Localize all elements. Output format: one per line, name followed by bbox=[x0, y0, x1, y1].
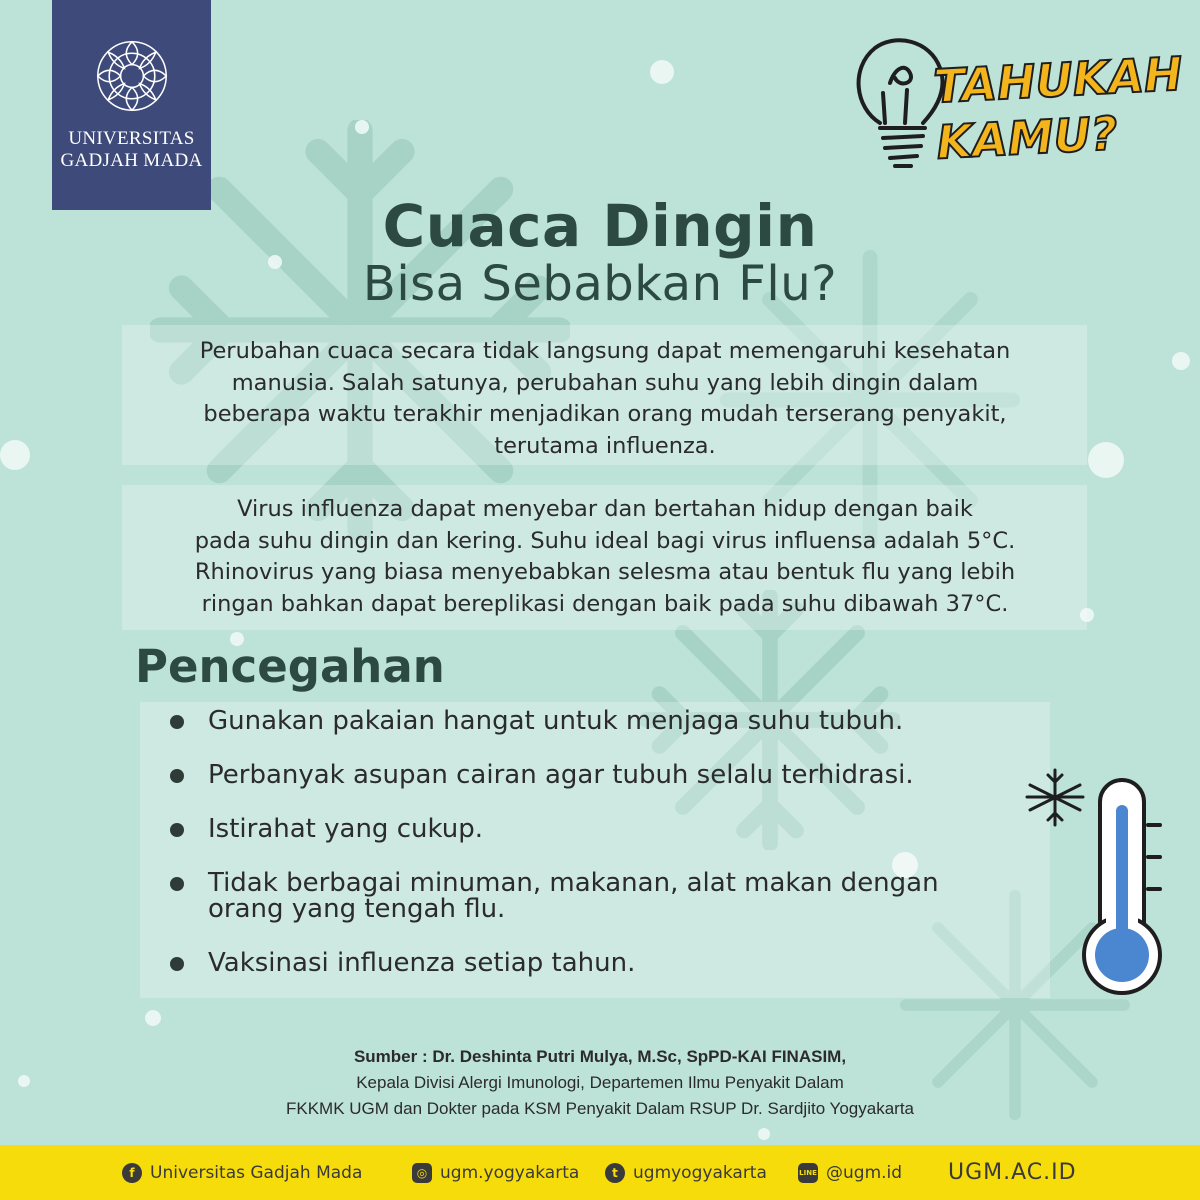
paragraph1-line: Perubahan cuaca secara tidak langsung dapat memengaruhi kesehatan bbox=[199, 338, 1011, 364]
list-item-text: Gunakan pakaian hangat untuk menjaga suhu tubuh. bbox=[208, 706, 904, 736]
paragraph1-line: terutama influenza. bbox=[494, 432, 716, 459]
footer-instagram[interactable] bbox=[412, 1145, 579, 1200]
paragraph1-line: manusia. Salah satunya, perubahan suhu yang lebih dingin dalam bbox=[231, 369, 979, 396]
ugm-name-line2: GADJAH MADA bbox=[60, 150, 203, 171]
list-item-text: Perbanyak asupan cairan agar tubuh selalu terhidrasi. bbox=[208, 760, 914, 790]
list-item bbox=[170, 762, 1050, 788]
ugm-seal-icon bbox=[94, 38, 170, 114]
footer-facebook[interactable] bbox=[122, 1145, 362, 1200]
footer-line[interactable] bbox=[798, 1145, 902, 1200]
list-item bbox=[170, 870, 1050, 922]
list-item bbox=[170, 816, 1050, 842]
facebook-icon: f bbox=[122, 1163, 142, 1183]
instagram-label: ugm.yogyakarta bbox=[440, 1162, 580, 1183]
snow-dot bbox=[1088, 442, 1124, 478]
facebook-label: Universitas Gadjah Mada bbox=[150, 1162, 363, 1183]
source-line3: FKKMK UGM dan Dokter pada KSM Penyakit Dalam RSUP Dr. Sardjito Yogyakarta bbox=[285, 1099, 914, 1118]
page-subtitle: Bisa Sebabkan Flu? bbox=[362, 256, 838, 312]
paragraph2-line: pada suhu dingin dan kering. Suhu ideal bagi virus influensa adalah 5°C. bbox=[194, 527, 1016, 554]
prevention-list bbox=[170, 708, 1050, 976]
snow-dot bbox=[650, 60, 674, 84]
ugm-name-line1: UNIVERSITAS bbox=[68, 128, 195, 149]
line-label: @ugm.id bbox=[826, 1162, 903, 1183]
source-line1: Sumber : Dr. Deshinta Putri Mulya, M.Sc, SpPD-KAI FINASIM, bbox=[353, 1047, 847, 1066]
source-credit bbox=[0, 1044, 1200, 1122]
paragraph2-line: Virus influenza dapat menyebar dan bertahan hidup dengan baik bbox=[237, 496, 973, 522]
twitter-label: ugmyogyakarta bbox=[633, 1162, 767, 1183]
list-item bbox=[170, 708, 1050, 734]
list-item-text: Istirahat yang cukup. bbox=[208, 814, 483, 844]
list-item-text: Tidak berbagai minuman, makanan, alat makan dengan bbox=[208, 868, 939, 898]
paragraph2-line: Rhinovirus yang biasa menyebabkan selesma atau bentuk flu yang lebih bbox=[194, 559, 1016, 585]
bullet-icon bbox=[170, 769, 184, 783]
paragraph1 bbox=[120, 336, 1090, 462]
bullet-icon bbox=[170, 823, 184, 837]
snow-dot bbox=[758, 1128, 770, 1140]
ugm-name bbox=[60, 128, 202, 172]
badge-line2: KAMU? bbox=[935, 106, 1119, 170]
instagram-icon: ◎ bbox=[412, 1163, 432, 1183]
footer-website[interactable] bbox=[948, 1145, 1077, 1200]
paragraph2-line: ringan bahkan dapat bereplikasi dengan baik pada suhu dibawah 37°C. bbox=[201, 590, 1009, 617]
footer bbox=[0, 1145, 1200, 1200]
paragraph2 bbox=[120, 494, 1090, 620]
source-line2: Kepala Divisi Alergi Imunologi, Departemen Ilmu Penyakit Dalam bbox=[356, 1073, 844, 1092]
ugm-logo bbox=[52, 0, 211, 210]
badge-line1: TAHUKAH bbox=[932, 46, 1184, 114]
snow-dot bbox=[145, 1010, 161, 1026]
thermometer-icon bbox=[1020, 765, 1170, 1005]
website-label: UGM.AC.ID bbox=[948, 1160, 1077, 1185]
tahukah-kamu-badge bbox=[932, 46, 1187, 171]
list-item-text: orang yang tengah flu. bbox=[208, 894, 506, 924]
line-icon: LINE bbox=[798, 1163, 818, 1183]
snow-dot bbox=[355, 120, 369, 134]
snow-dot bbox=[0, 440, 30, 470]
snow-dot bbox=[1172, 352, 1190, 370]
bullet-icon bbox=[170, 715, 184, 729]
page-title: Cuaca Dingin bbox=[382, 192, 818, 260]
bullet-icon bbox=[170, 957, 184, 971]
footer-twitter[interactable] bbox=[605, 1145, 767, 1200]
prevention-heading: Pencegahan bbox=[135, 640, 445, 693]
list-item-text: Vaksinasi influenza setiap tahun. bbox=[208, 948, 636, 978]
list-item bbox=[170, 950, 1050, 976]
bullet-icon bbox=[170, 877, 184, 891]
paragraph1-line: beberapa waktu terakhir menjadikan orang mudah terserang penyakit, bbox=[203, 401, 1007, 427]
twitter-icon: t bbox=[605, 1163, 625, 1183]
